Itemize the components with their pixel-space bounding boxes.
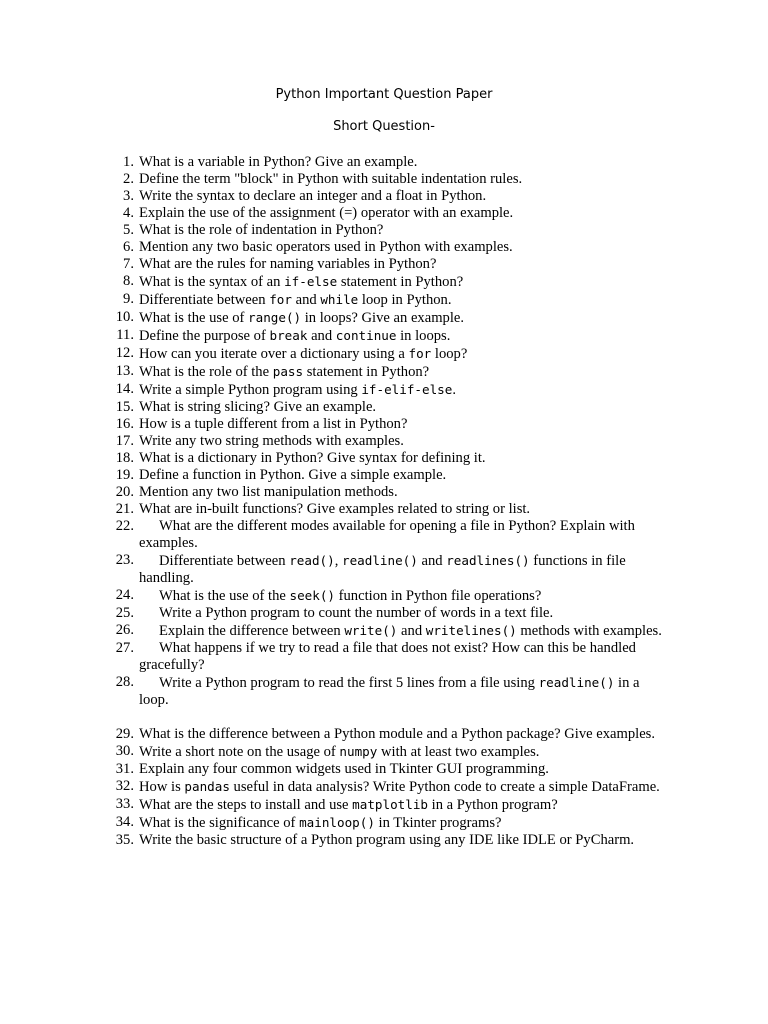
question-text-segment: What are in-built functions? Give examples related to string or list.	[139, 501, 531, 517]
question-text	[139, 291, 672, 309]
question-number: 9.	[123, 291, 134, 307]
question-text	[139, 467, 672, 484]
question-list	[0, 154, 768, 849]
question-text-segment: Differentiate between	[159, 553, 290, 569]
question-number: 33.	[115, 796, 134, 812]
question-item	[0, 552, 768, 587]
question-text	[139, 188, 672, 205]
question-item	[0, 518, 768, 552]
code-snippet: writelines()	[425, 623, 517, 638]
question-item	[0, 399, 768, 416]
question-item	[0, 171, 768, 188]
question-text-segment: What is a dictionary in Python? Give syntax for defining it.	[139, 450, 486, 466]
question-number: 1.	[123, 154, 134, 170]
question-text-segment: and	[307, 328, 336, 344]
question-number: 35.	[115, 832, 134, 848]
question-number: 10.	[115, 309, 134, 325]
question-item	[0, 640, 768, 674]
question-text-segment: What are the different modes available for opening a file in Python? Explain with examples.	[139, 518, 635, 551]
code-snippet: readline()	[342, 553, 418, 568]
question-text	[139, 796, 672, 814]
question-item	[0, 416, 768, 433]
question-number: 28.	[115, 674, 134, 690]
question-text-segment: Explain the use of the assignment (=) operator with an example.	[139, 205, 514, 221]
code-snippet: write()	[344, 623, 398, 638]
question-text-segment: Write a Python program to count the number of words in a text file.	[159, 605, 554, 621]
question-text-segment: Differentiate between	[139, 292, 270, 308]
code-snippet: range()	[248, 310, 302, 325]
question-text	[139, 381, 672, 399]
question-text-segment: in Tkinter programs?	[374, 815, 502, 831]
question-text	[139, 501, 672, 518]
question-number: 16.	[115, 416, 134, 432]
question-text-segment: What is the role of the	[139, 364, 273, 380]
question-number: 14.	[115, 381, 134, 397]
code-snippet: pass	[272, 364, 304, 379]
code-snippet: mainloop()	[299, 815, 375, 830]
question-text-segment: What is a variable in Python? Give an example.	[139, 154, 418, 170]
question-text-segment: with at least two examples.	[377, 744, 540, 760]
question-text-segment: and	[417, 553, 447, 569]
question-text-segment: Define the purpose of	[139, 328, 270, 344]
question-number: 22.	[115, 518, 134, 534]
question-item	[0, 273, 768, 291]
question-number: 5.	[123, 222, 134, 238]
code-snippet: if-else	[284, 274, 338, 289]
question-item	[0, 433, 768, 450]
question-text	[139, 433, 672, 450]
question-text	[139, 273, 672, 291]
question-item	[0, 743, 768, 761]
question-text-segment: What is the difference between a Python module and a Python package? Give examples.	[139, 726, 656, 742]
question-text	[139, 239, 672, 256]
question-number: 13.	[115, 363, 134, 379]
question-item	[0, 484, 768, 501]
code-snippet: numpy	[339, 744, 378, 759]
question-text	[139, 345, 672, 363]
question-text	[139, 674, 672, 709]
question-text-segment: How is a tuple different from a list in Python?	[139, 416, 408, 432]
code-snippet: pandas	[184, 779, 230, 794]
question-text-segment: Write the basic structure of a Python program using any IDE like IDLE or PyCharm.	[139, 832, 635, 848]
question-number: 34.	[115, 814, 134, 830]
question-text-segment: What is string slicing? Give an example.	[139, 399, 377, 415]
code-snippet: readline()	[538, 675, 615, 690]
code-snippet: continue	[335, 328, 397, 343]
question-item	[0, 188, 768, 205]
question-item	[0, 814, 768, 832]
question-item	[0, 450, 768, 467]
question-text	[139, 309, 672, 327]
question-number: 12.	[115, 345, 134, 361]
question-item	[0, 587, 768, 605]
question-number: 18.	[115, 450, 134, 466]
question-text-segment: useful in data analysis? Write Python code to create a simple DataFrame.	[229, 779, 660, 795]
question-text-segment: What is the use of the	[159, 588, 290, 604]
question-text-segment: Write a short note on the usage of	[139, 744, 340, 760]
question-number: 4.	[123, 205, 134, 221]
question-text-segment: What happens if we try to read a file that does not exist? How can this be handled gracefully?	[139, 640, 636, 673]
question-text-segment: What is the significance of	[139, 815, 300, 831]
question-text-segment: methods with examples.	[516, 623, 662, 639]
question-text-segment: .	[452, 382, 456, 398]
question-text-segment: in a Python program?	[428, 797, 558, 813]
question-number: 30.	[115, 743, 134, 759]
question-number: 15.	[115, 399, 134, 415]
question-text	[139, 171, 672, 188]
question-item	[0, 622, 768, 640]
question-item	[0, 327, 768, 345]
question-item	[0, 222, 768, 239]
question-item	[0, 674, 768, 709]
question-text	[139, 399, 672, 416]
question-text-segment: What are the rules for naming variables in Python?	[139, 256, 437, 272]
question-item	[0, 501, 768, 518]
question-number: 29.	[115, 726, 134, 742]
question-number: 25.	[115, 605, 134, 621]
question-text-segment: functions in file handling.	[139, 553, 626, 586]
question-item	[0, 761, 768, 778]
question-text	[139, 587, 672, 605]
section-heading: Short Question-	[333, 119, 435, 134]
code-snippet: read()	[289, 553, 335, 568]
question-text-segment: What is the role of indentation in Python?	[139, 222, 384, 238]
question-text-segment: Define a function in Python. Give a simple example.	[139, 467, 447, 483]
question-item	[0, 309, 768, 327]
code-snippet: for	[408, 346, 432, 361]
code-snippet: matplotlib	[352, 797, 428, 812]
question-number: 21.	[115, 501, 134, 517]
question-item	[0, 832, 768, 849]
question-text	[139, 640, 672, 674]
question-text-segment: and	[291, 292, 321, 308]
question-text-segment: loop?	[431, 346, 468, 362]
question-text	[139, 832, 672, 849]
question-item	[0, 605, 768, 622]
question-item	[0, 345, 768, 363]
question-text-segment: Mention any two list manipulation methods.	[139, 484, 398, 500]
question-text-segment: function in Python file operations?	[335, 588, 542, 604]
code-snippet: seek()	[289, 588, 335, 603]
question-number: 2.	[123, 171, 134, 187]
document-title: Python Important Question Paper	[275, 87, 493, 102]
question-number: 31.	[115, 761, 134, 777]
question-item	[0, 381, 768, 399]
question-item	[0, 796, 768, 814]
question-text	[139, 605, 672, 622]
question-text	[139, 416, 672, 433]
question-number: 20.	[115, 484, 134, 500]
question-text-segment: statement in Python?	[303, 364, 430, 380]
question-text	[139, 154, 672, 171]
question-number: 3.	[123, 188, 134, 204]
question-text-segment: How can you iterate over a dictionary using a	[139, 346, 409, 362]
code-snippet: readlines()	[446, 553, 530, 568]
question-number: 17.	[115, 433, 134, 449]
code-snippet: for	[269, 292, 292, 307]
question-item	[0, 205, 768, 222]
question-text	[139, 552, 672, 587]
question-item	[0, 726, 768, 743]
question-item	[0, 154, 768, 171]
question-text-segment: in loops? Give an example.	[301, 310, 465, 326]
question-text-segment: What is the use of	[139, 310, 249, 326]
question-number: 19.	[115, 467, 134, 483]
question-text	[139, 778, 672, 796]
question-text	[139, 622, 672, 640]
question-text-segment: Write a Python program to read the first 5 lines from a file using	[159, 675, 539, 691]
question-text	[139, 518, 672, 552]
question-text	[139, 256, 672, 273]
question-number: 23.	[115, 552, 134, 568]
question-text	[139, 484, 672, 501]
code-snippet: break	[269, 328, 308, 343]
question-item	[0, 363, 768, 381]
question-text	[139, 205, 672, 222]
question-text-segment: Explain the difference between	[159, 623, 345, 639]
question-number: 26.	[115, 622, 134, 638]
question-number: 27.	[115, 640, 134, 656]
question-item	[0, 778, 768, 796]
question-number: 32.	[115, 778, 134, 794]
question-text-segment: Write any two string methods with examples.	[139, 433, 404, 449]
question-item	[0, 256, 768, 273]
question-number: 24.	[115, 587, 134, 603]
question-text-segment: Mention any two basic operators used in Python with examples.	[139, 239, 513, 255]
question-text	[139, 327, 672, 345]
question-text	[139, 363, 672, 381]
question-text-segment: Define the term "block" in Python with suitable indentation rules.	[139, 171, 523, 187]
question-text	[139, 743, 672, 761]
code-snippet: while	[320, 292, 359, 307]
question-text-segment: ,	[334, 553, 342, 569]
code-snippet: if-elif-else	[361, 382, 453, 397]
question-text-segment: Write the syntax to declare an integer and a float in Python.	[139, 188, 487, 204]
question-text-segment: statement in Python?	[337, 274, 464, 290]
question-text-segment: loop in Python.	[358, 292, 452, 308]
question-item	[0, 291, 768, 309]
question-number: 7.	[123, 256, 134, 272]
question-text	[139, 450, 672, 467]
question-number: 8.	[123, 273, 134, 289]
question-text-segment: What is the syntax of an	[139, 274, 285, 290]
question-text-segment: in loops.	[396, 328, 451, 344]
question-item	[0, 239, 768, 256]
question-text-segment: and	[397, 623, 426, 639]
question-text-segment: What are the steps to install and use	[139, 797, 353, 813]
question-number: 11.	[116, 327, 134, 343]
question-text	[139, 726, 672, 743]
question-text-segment: Write a simple Python program using	[139, 382, 362, 398]
question-number: 6.	[123, 239, 134, 255]
question-text-segment: in a loop.	[139, 675, 640, 708]
question-text	[139, 761, 672, 778]
question-item	[0, 467, 768, 484]
question-text	[139, 222, 672, 239]
question-text	[139, 814, 672, 832]
question-text-segment: Explain any four common widgets used in Tkinter GUI programming.	[139, 761, 549, 777]
question-text-segment: How is	[139, 779, 185, 795]
